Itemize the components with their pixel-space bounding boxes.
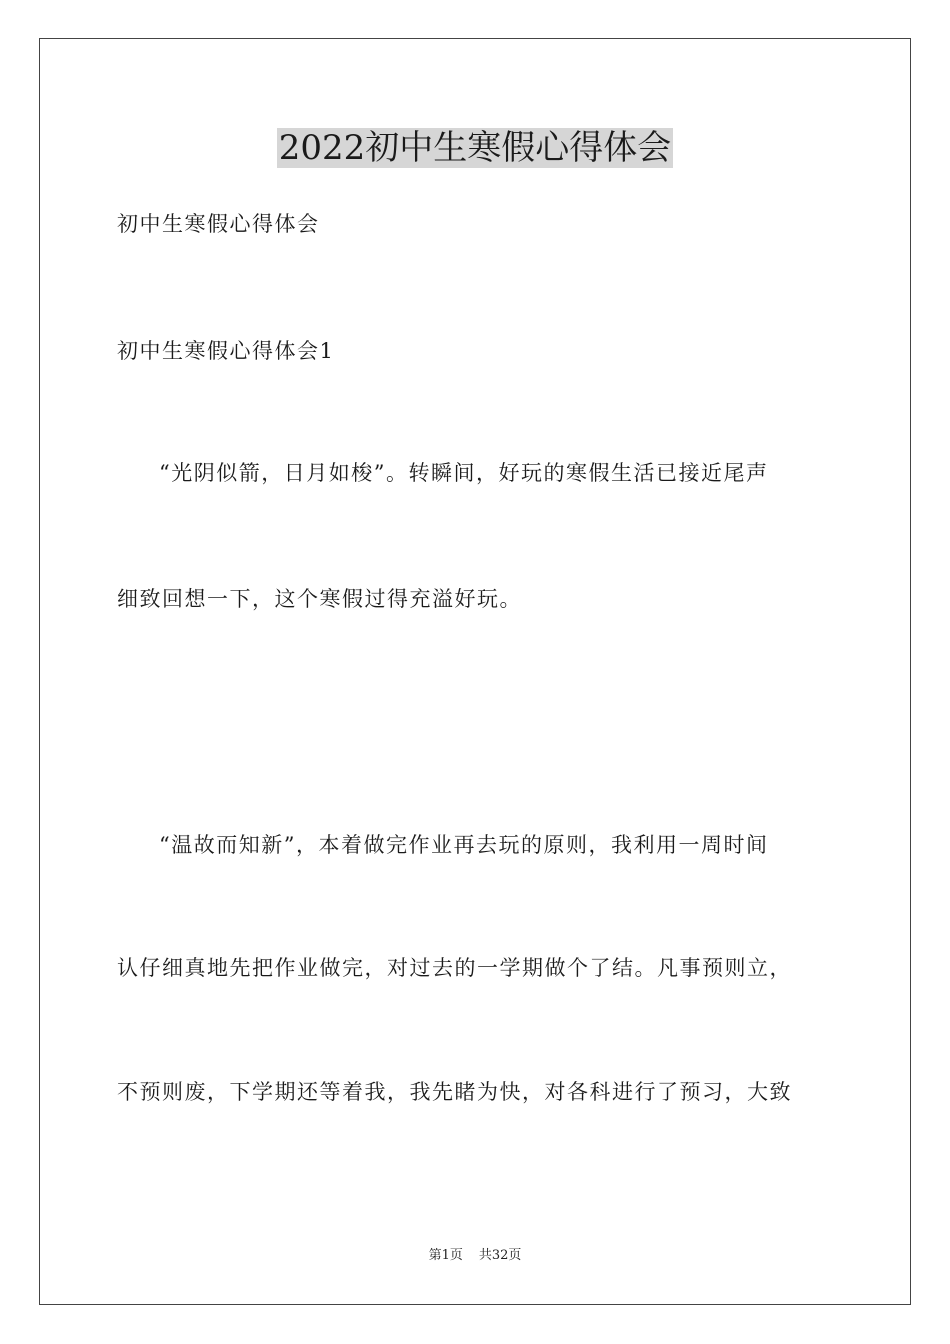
page-footer [0, 1247, 950, 1265]
page-number: 第1页 [428, 1248, 463, 1263]
document-subtitle: 初中生寒假心得体会 [117, 212, 320, 236]
paragraph-line-4: 认仔细真地先把作业做完，对过去的一学期做个了结。凡事预则立， [117, 956, 792, 980]
paragraph-line-5: 不预则废，下学期还等着我，我先睹为快，对各科进行了预习，大致 [117, 1080, 792, 1104]
paragraph-line-3: “温故而知新”，本着做完作业再去玩的原则，我利用一周时间 [159, 833, 769, 857]
document-title [0, 126, 950, 170]
paragraph-line-1: “光阴似箭，日月如梭”。转瞬间，好玩的寒假生活已接近尾声 [159, 461, 769, 485]
page-total: 共32页 [478, 1248, 522, 1263]
document-title-text: 2022初中生寒假心得体会 [278, 128, 672, 168]
section-heading: 初中生寒假心得体会1 [117, 339, 335, 363]
paragraph-line-2: 细致回想一下，这个寒假过得充溢好玩。 [117, 587, 522, 611]
